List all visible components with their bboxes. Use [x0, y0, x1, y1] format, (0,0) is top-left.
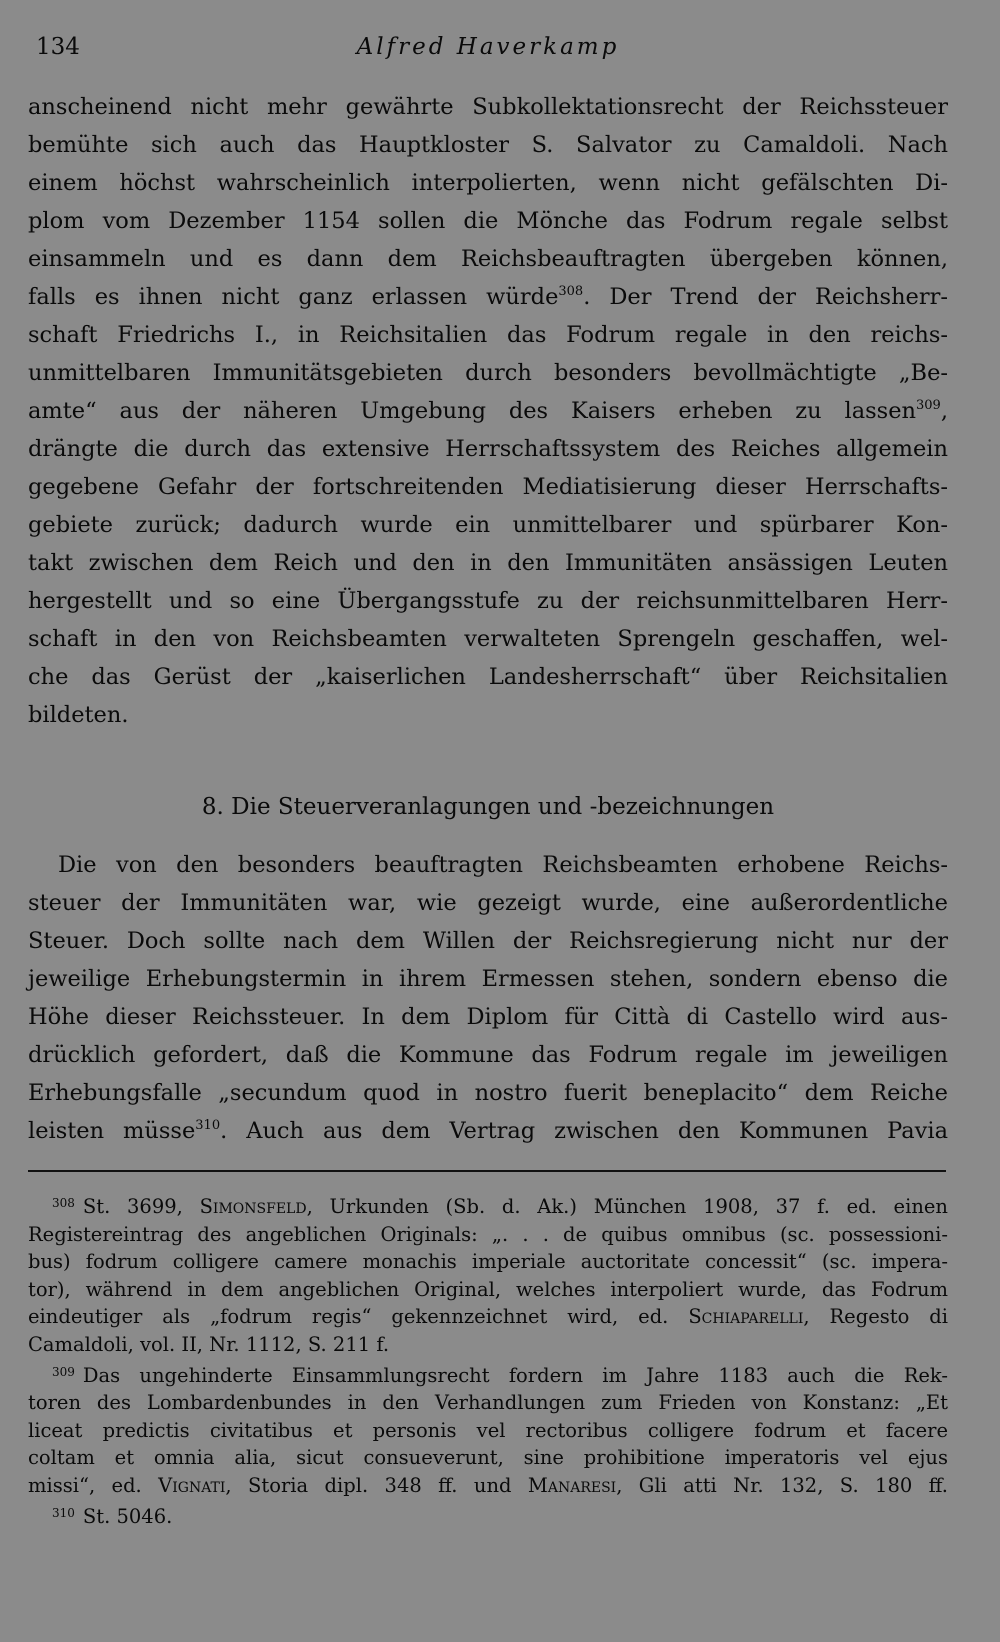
footnote-309-line: liceat predictis civitatibus et personis vel rectoribus colligere fodrum et facere: [28, 1418, 948, 1442]
text-line: drücklich gefordert, daß die Kommune das Fodrum regale im jeweiligen: [28, 1042, 948, 1068]
footnotes: [28, 1190, 948, 1530]
text-line: bildeten.: [28, 702, 129, 728]
footnote-309-line: [28, 1472, 948, 1500]
page-header: [28, 34, 948, 74]
footnote-ref-308: 308: [558, 284, 584, 299]
text-line: einem höchst wahrscheinlich interpolierten, wenn nicht gefälschten Di-: [28, 170, 948, 196]
author-name: Schiaparelli: [688, 1305, 804, 1329]
footnote-309-line: [28, 1359, 948, 1390]
text-line: Die von den besonders beauftragten Reichsbeamten erhobene Reichs-: [58, 852, 948, 878]
text-fragment: St. 5046.: [82, 1504, 173, 1528]
text-fragment: , Urkunden (Sb. d. Ak.) München 1908, 37 f. ed. einen: [306, 1195, 948, 1218]
footnote-308-line: Registereintrag des angeblichen Originals: „. . . de quibus omnibus (sc. possessioni-: [28, 1222, 948, 1246]
text-line: gebiete zurück; dadurch wurde ein unmittelbarer und spürbarer Kon-: [28, 512, 948, 538]
text-fragment: , Gli atti Nr. 132, S. 180 ff.: [616, 1473, 949, 1497]
text-line: drängte die durch das extensive Herrschaftssystem des Reiches allgemein: [28, 436, 948, 462]
author-name: Vignati: [158, 1473, 226, 1497]
text-line: schaft Friedrichs I., in Reichsitalien das Fodrum regale in den reichs-: [28, 322, 948, 348]
text-fragment: leisten müsse: [28, 1118, 196, 1144]
text-line: anscheinend nicht mehr gewährte Subkollektationsrecht der Reichssteuer: [28, 94, 948, 120]
text-line: unmittelbaren Immunitätsgebieten durch besonders bevollmächtigte „Be-: [28, 360, 948, 386]
text-line: bemühte sich auch das Hauptkloster S. Salvator zu Camaldoli. Nach: [28, 132, 948, 158]
text-line: [28, 392, 948, 430]
page-number: 134: [36, 34, 80, 60]
footnote-divider: [28, 1170, 946, 1172]
text-line: Höhe dieser Reichssteuer. In dem Diplom für Città di Castello wird aus-: [28, 1004, 948, 1030]
paragraph-1: [28, 88, 948, 734]
footnote-308-line: Camaldoli, vol. II, Nr. 1112, S. 211 f.: [28, 1332, 390, 1356]
footnote-number-310: 310: [52, 1505, 75, 1520]
text-fragment: , Regesto di: [803, 1305, 948, 1329]
text-line: Steuer. Doch sollte nach dem Willen der Reichsregierung nicht nur der: [28, 928, 948, 954]
text-line: steuer der Immunitäten war, wie gezeigt wurde, eine außerordentliche: [28, 890, 948, 916]
footnote-ref-310: 310: [195, 1118, 221, 1133]
text-line: [28, 278, 948, 316]
text-line: einsammeln und es dann dem Reichsbeauftragten übergeben können,: [28, 246, 948, 272]
paragraph-2: [28, 846, 948, 1150]
text-fragment: Das ungehinderte Einsammlungsrecht fordern im Jahre 1183 auch die Rek-: [82, 1363, 948, 1387]
footnote-309-line: toren des Lombardenbundes in den Verhandlungen zum Frieden von Konstanz: „Et: [28, 1391, 948, 1415]
footnote-number-308: 308: [52, 1196, 75, 1210]
text-fragment: St. 3699,: [82, 1195, 200, 1218]
text-line: hergestellt und so eine Übergangsstufe zu der reichsunmittelbaren Herr-: [28, 588, 948, 614]
author-name: Simonsfeld: [199, 1195, 307, 1218]
text-line: [28, 1112, 948, 1150]
text-fragment: falls es ihnen nicht ganz erlassen würde: [28, 284, 559, 310]
text-line: jeweilige Erhebungstermin in ihrem Ermessen stehen, sondern ebenso die: [28, 966, 948, 992]
text-fragment: . Der Trend der Reichsherr-: [583, 284, 948, 310]
footnote-ref-309: 309: [916, 398, 941, 413]
text-fragment: missi“, ed.: [28, 1473, 159, 1497]
footnote-308-line: [28, 1190, 948, 1221]
author-name: Manaresi: [527, 1473, 617, 1497]
text-line: che das Gerüst der „kaiserlichen Landesherrschaft“ über Reichsitalien: [28, 664, 948, 690]
text-line: plom vom Dezember 1154 sollen die Mönche das Fodrum regale selbst: [28, 208, 948, 234]
footnote-308-line: bus) fodrum colligere camere monachis imperiale auctoritate concessit“ (sc. impera-: [28, 1250, 948, 1274]
running-head: Alfred Haverkamp: [356, 34, 620, 60]
text-line: gegebene Gefahr der fortschreitenden Mediatisierung dieser Herrschafts-: [28, 474, 948, 500]
footnote-310-line: [28, 1500, 948, 1531]
text-line: Erhebungsfalle „secundum quod in nostro fuerit beneplacito“ dem Reiche: [28, 1080, 948, 1106]
text-line: takt zwischen dem Reich und den in den Immunitäten ansässigen Leuten: [28, 550, 948, 576]
text-line: schaft in den von Reichsbeamten verwalteten Sprengeln geschaffen, wel-: [28, 626, 948, 652]
footnote-number-309: 309: [52, 1364, 75, 1379]
text-fragment: eindeutiger als „fodrum regis“ gekennzeichnet wird, ed.: [28, 1305, 689, 1329]
footnote-309-line: coltam et omnia alia, sicut consueverunt, sine prohibitione imperatoris vel ejus: [28, 1446, 948, 1470]
text-fragment: amte“ aus der näheren Umgebung des Kaisers erheben zu lassen: [28, 398, 917, 424]
section-heading: 8. Die Steuerveranlagungen und -bezeichnungen: [201, 794, 775, 820]
footnote-308-line: tor), während in dem angeblichen Original, welches interpoliert wurde, das Fodrum: [28, 1277, 948, 1301]
text-fragment: , Storia dipl. 348 ff. und: [225, 1473, 528, 1497]
text-fragment: ,: [940, 398, 948, 424]
footnote-308-line: [28, 1303, 948, 1331]
text-fragment: . Auch aus dem Vertrag zwischen den Kommunen Pavia: [220, 1118, 948, 1144]
